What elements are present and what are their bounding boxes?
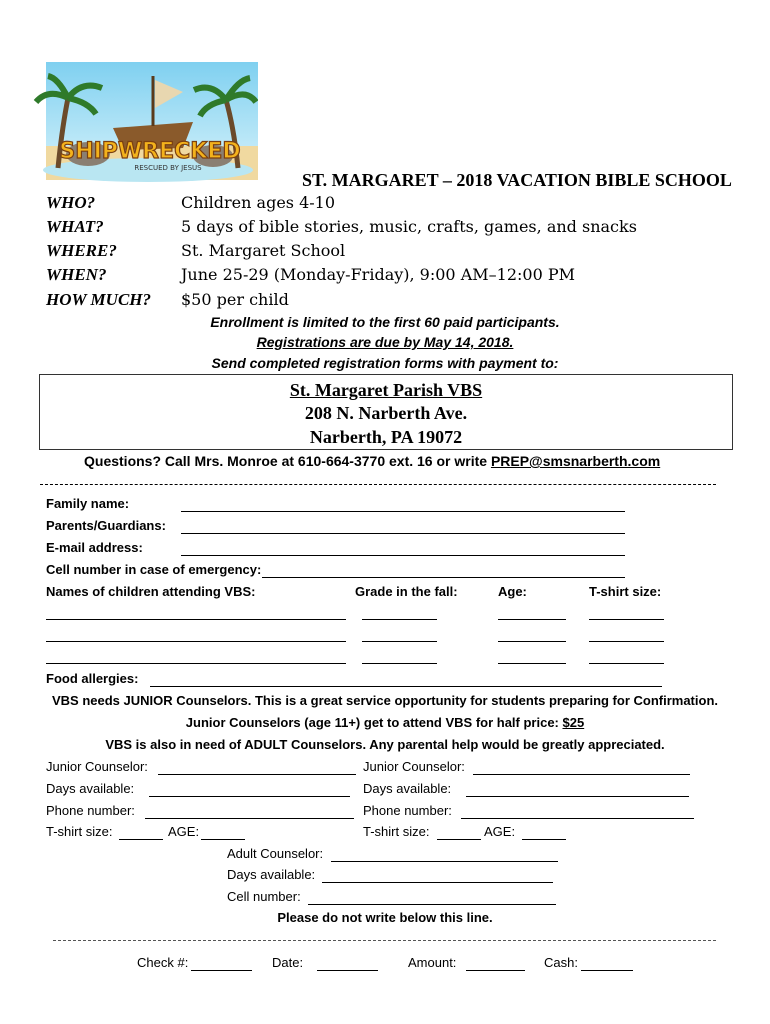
page-title: ST. MARGARET – 2018 VACATION BIBLE SCHOOL xyxy=(302,170,732,190)
info-label-when: WHEN? xyxy=(46,265,107,284)
info-value-how-much: $50 per child xyxy=(181,290,289,309)
logo-title: SHIPWRECKED xyxy=(59,139,241,164)
child-tshirt-field-3[interactable] xyxy=(589,650,664,664)
junior-counselor-field-2[interactable] xyxy=(473,761,690,775)
emergency-cell-label: Cell number in case of emergency: xyxy=(46,562,262,577)
age-header: Age: xyxy=(498,584,527,599)
junior-age-label-1: AGE: xyxy=(168,824,200,839)
cash-label: Cash: xyxy=(544,955,578,970)
junior-counselor-need: VBS needs JUNIOR Counselors. This is a great service opportunity for students preparing for Confirmation. xyxy=(52,693,718,708)
info-value-when: June 25-29 (Monday-Friday), 9:00 AM–12:00 PM xyxy=(181,265,575,284)
cut-line xyxy=(40,484,716,485)
tshirt-header: T-shirt size: xyxy=(589,584,662,599)
address-city: Narberth, PA 19072 xyxy=(309,427,463,447)
parents-label: Parents/Guardians: xyxy=(46,518,166,533)
junior-price-prefix: Junior Counselors (age 11+) get to attend VBS for half price: xyxy=(185,715,563,730)
amount-field[interactable] xyxy=(466,957,525,971)
days-available-label-1: Days available: xyxy=(46,781,135,796)
email-field[interactable] xyxy=(181,542,625,556)
junior-age-field-2[interactable] xyxy=(522,826,566,840)
info-value-who: Children ages 4-10 xyxy=(181,193,336,212)
amount-label: Amount: xyxy=(408,955,457,970)
send-note: Send completed registration forms with payment to: xyxy=(211,355,559,371)
child-tshirt-field-1[interactable] xyxy=(589,606,664,620)
parents-field[interactable] xyxy=(181,520,625,534)
children-header: Names of children attending VBS: xyxy=(46,584,256,599)
child-grade-field-2[interactable] xyxy=(362,628,437,642)
junior-price: $25 xyxy=(562,715,585,730)
child-grade-field-3[interactable] xyxy=(362,650,437,664)
phone-field-1[interactable] xyxy=(145,805,354,819)
adult-counselor-label: Adult Counselor: xyxy=(227,846,324,861)
address-street: 208 N. Narberth Ave. xyxy=(304,403,468,423)
child-age-field-1[interactable] xyxy=(498,606,566,620)
junior-tshirt-field-2[interactable] xyxy=(437,826,481,840)
address-name: St. Margaret Parish VBS xyxy=(289,380,483,400)
cash-field[interactable] xyxy=(581,957,633,971)
info-value-what: 5 days of bible stories, music, crafts, games, and snacks xyxy=(181,217,637,236)
shipwrecked-logo xyxy=(18,58,258,183)
adult-counselor-field[interactable] xyxy=(331,848,558,862)
child-grade-field-1[interactable] xyxy=(362,606,437,620)
office-use-notice: Please do not write below this line. xyxy=(277,910,493,925)
junior-tshirt-label-1: T-shirt size: xyxy=(46,824,113,839)
emergency-cell-field[interactable] xyxy=(262,564,625,578)
logo-subtitle: RESCUED BY JESUS xyxy=(134,164,202,172)
child-age-field-3[interactable] xyxy=(498,650,566,664)
junior-age-label-2: AGE: xyxy=(484,824,516,839)
junior-tshirt-field-1[interactable] xyxy=(119,826,163,840)
junior-counselor-field-1[interactable] xyxy=(158,761,356,775)
junior-counselor-label-1: Junior Counselor: xyxy=(46,759,148,774)
child-name-field-3[interactable] xyxy=(46,650,346,664)
info-label-who: WHO? xyxy=(46,193,96,212)
food-allergies-field[interactable] xyxy=(150,673,662,687)
info-label-how-much: HOW MUCH? xyxy=(46,290,152,309)
junior-price-line xyxy=(0,715,770,730)
due-date-note: Registrations are due by May 14, 2018. xyxy=(256,334,514,350)
child-name-field-1[interactable] xyxy=(46,606,346,620)
adult-counselor-need: VBS is also in need of ADULT Counselors. Any parental help would be greatly appreciated. xyxy=(105,737,665,752)
days-available-label-2: Days available: xyxy=(363,781,452,796)
check-number-field[interactable] xyxy=(191,957,252,971)
days-available-field-2[interactable] xyxy=(466,783,689,797)
phone-field-2[interactable] xyxy=(461,805,694,819)
check-number-label: Check #: xyxy=(137,955,189,970)
info-label-what: WHAT? xyxy=(46,217,104,236)
food-allergies-label: Food allergies: xyxy=(46,671,139,686)
phone-label-1: Phone number: xyxy=(46,803,135,818)
date-label: Date: xyxy=(272,955,304,970)
family-name-label: Family name: xyxy=(46,496,130,511)
family-name-field[interactable] xyxy=(181,498,625,512)
grade-header: Grade in the fall: xyxy=(355,584,458,599)
adult-days-field[interactable] xyxy=(322,869,553,883)
junior-tshirt-label-2: T-shirt size: xyxy=(363,824,430,839)
child-age-field-2[interactable] xyxy=(498,628,566,642)
questions-text: Questions? Call Mrs. Monroe at 610-664-3770 ext. 16 or write xyxy=(84,453,491,469)
enrollment-note: Enrollment is limited to the first 60 paid participants. xyxy=(210,314,560,330)
days-available-field-1[interactable] xyxy=(149,783,350,797)
child-tshirt-field-2[interactable] xyxy=(589,628,664,642)
child-name-field-2[interactable] xyxy=(46,628,346,642)
adult-cell-field[interactable] xyxy=(308,891,556,905)
office-divider xyxy=(53,940,716,941)
adult-days-label: Days available: xyxy=(227,867,316,882)
junior-age-field-1[interactable] xyxy=(201,826,245,840)
info-value-where: St. Margaret School xyxy=(181,241,346,260)
questions-line xyxy=(84,453,660,469)
phone-label-2: Phone number: xyxy=(363,803,452,818)
email-label: E-mail address: xyxy=(46,540,143,555)
junior-counselor-label-2: Junior Counselor: xyxy=(363,759,465,774)
contact-email-link[interactable]: PREP@smsnarberth.com xyxy=(490,453,661,469)
adult-cell-label: Cell number: xyxy=(227,889,301,904)
date-field[interactable] xyxy=(317,957,378,971)
info-label-where: WHERE? xyxy=(46,241,117,260)
